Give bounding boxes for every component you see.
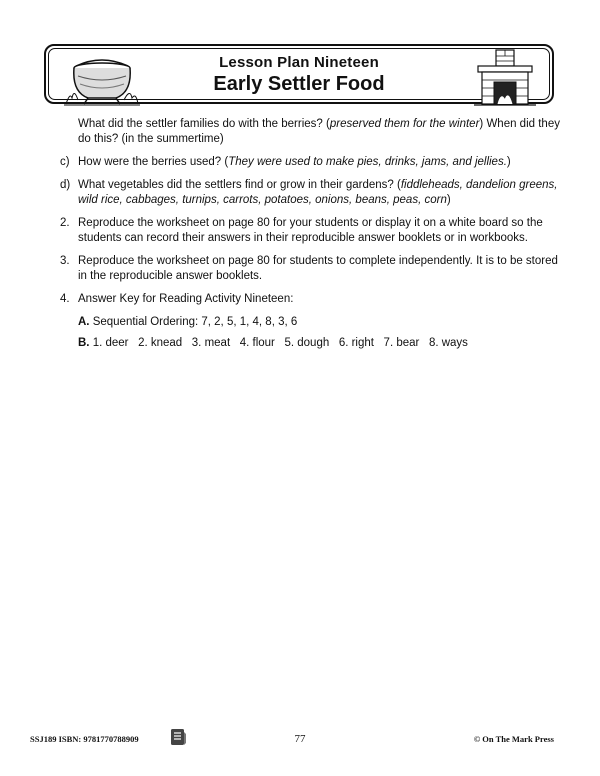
list-marker: c) [60,156,70,168]
text: Answer Key for Reading Activity Nineteen: [78,293,294,305]
answer-key-b [60,336,560,351]
page-number: 77 [294,733,306,745]
answer-italic: preserved them for the winter [329,118,480,130]
text: ) [446,194,451,206]
list-marker: 3. [60,255,70,267]
text: Reproduce the worksheet on page 80 for students to complete independently. It is to be stored in the reproducible answer booklets. [78,255,558,282]
answer-label: A. [78,316,90,328]
list-item-4 [60,292,560,307]
text: ) When did they do this? (in the summertime) [78,118,560,145]
answer-italic: They were used to make pies, drinks, jams, and jellies. [228,156,507,168]
list-marker: 4. [60,293,70,305]
footer-isbn: SSJ189 ISBN: 9781770788909 [30,734,139,744]
footer-publisher: © On The Mark Press [473,734,554,744]
lesson-content [60,117,560,357]
text: What vegetables did the settlers find or grow in their gardens? ( [78,179,401,191]
text: Reproduce the worksheet on page 80 for your students or display it on a white board so the students can record their answers in their reproducible answer booklets or in workbooks. [78,217,543,244]
list-item-2 [60,216,560,246]
text: What did the settler families do with the berries? ( [78,118,330,130]
berries-question-continued [60,117,560,147]
list-marker: d) [60,179,71,191]
lesson-subtitle: Lesson Plan Nineteen [219,54,379,71]
answer-italic: fiddleheads, dandelion greens, wild rice, cabbages, turnips, carrots, potatoes, onions, beans, peas, corn [78,179,558,206]
text: ) [506,156,511,168]
lesson-title: Early Settler Food [213,73,385,95]
answer-label: B. [78,337,90,349]
stone-fireplace-illustration [470,48,540,106]
text: How were the berries used? ( [78,156,229,168]
text: 1. deer 2. knead 3. meat 4. flour 5. dough 6. right 7. bear 8. ways [89,337,468,349]
list-marker: 2. [60,217,70,229]
answer-key-a [60,315,560,330]
list-item-3 [60,254,560,284]
list-item-d [60,178,560,208]
cooking-pot-illustration [62,48,142,106]
list-item-c [60,155,560,170]
text: Sequential Ordering: 7, 2, 5, 1, 4, 8, 3, 6 [89,316,298,328]
